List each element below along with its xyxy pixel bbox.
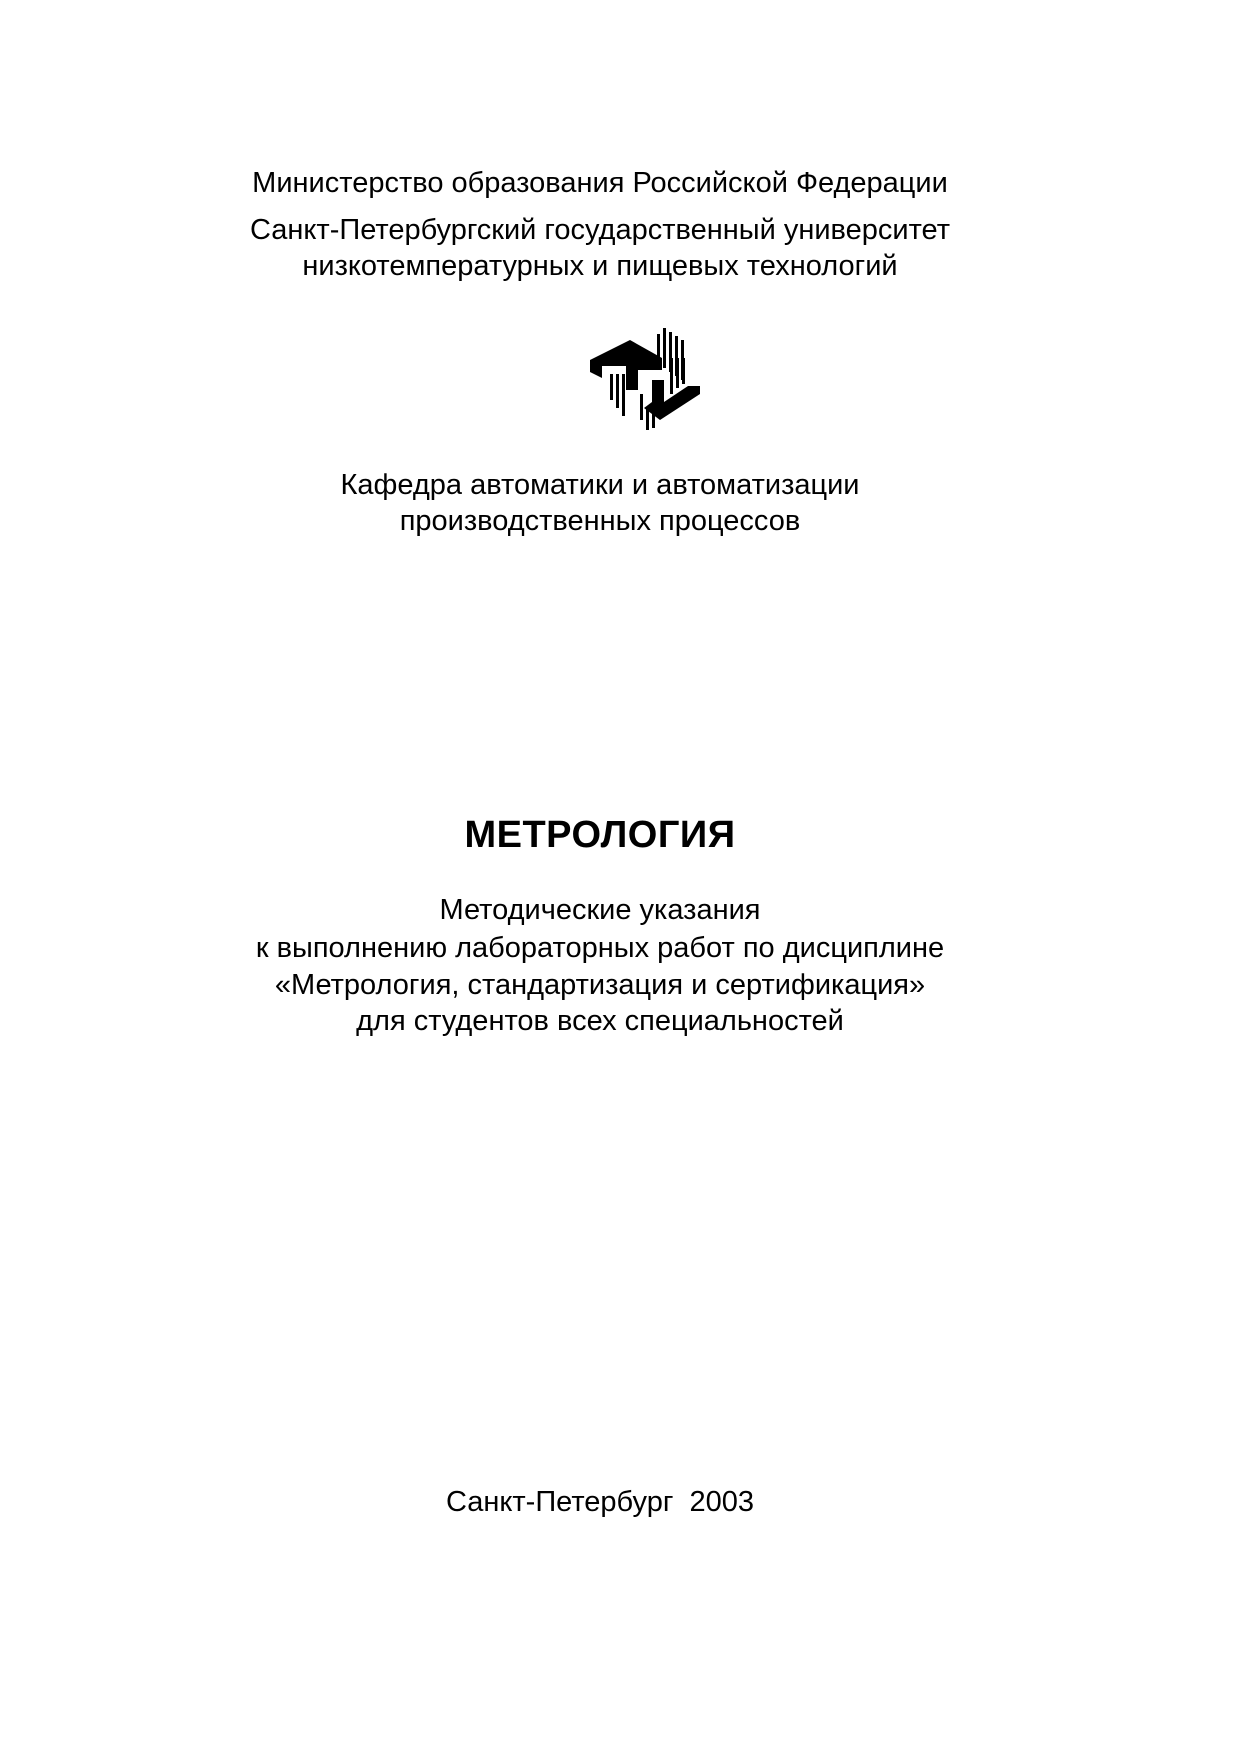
ministry-name: Министерство образования Российской Федерации	[252, 167, 948, 199]
city-and-year: Санкт-Петербург 2003	[445, 1486, 755, 1518]
department-name-line2: производственных процессов	[399, 505, 801, 537]
university-name-line2: низкотемпературных и пищевых технологий	[302, 250, 898, 282]
subtitle-line2: к выполнению лабораторных работ по дисциплине	[255, 932, 945, 964]
subtitle-line4: для студентов всех специальностей	[356, 1005, 844, 1037]
university-name-line1: Санкт-Петербургский государственный университет	[249, 214, 950, 246]
department-name-line1: Кафедра автоматики и автоматизации	[340, 469, 860, 501]
subtitle-line1: Методические указания	[439, 894, 761, 926]
university-emblem-icon	[590, 328, 700, 430]
document-title: МЕТРОЛОГИЯ	[464, 814, 736, 856]
subtitle-line3: «Метрология, стандартизация и сертификация»	[274, 969, 926, 1001]
